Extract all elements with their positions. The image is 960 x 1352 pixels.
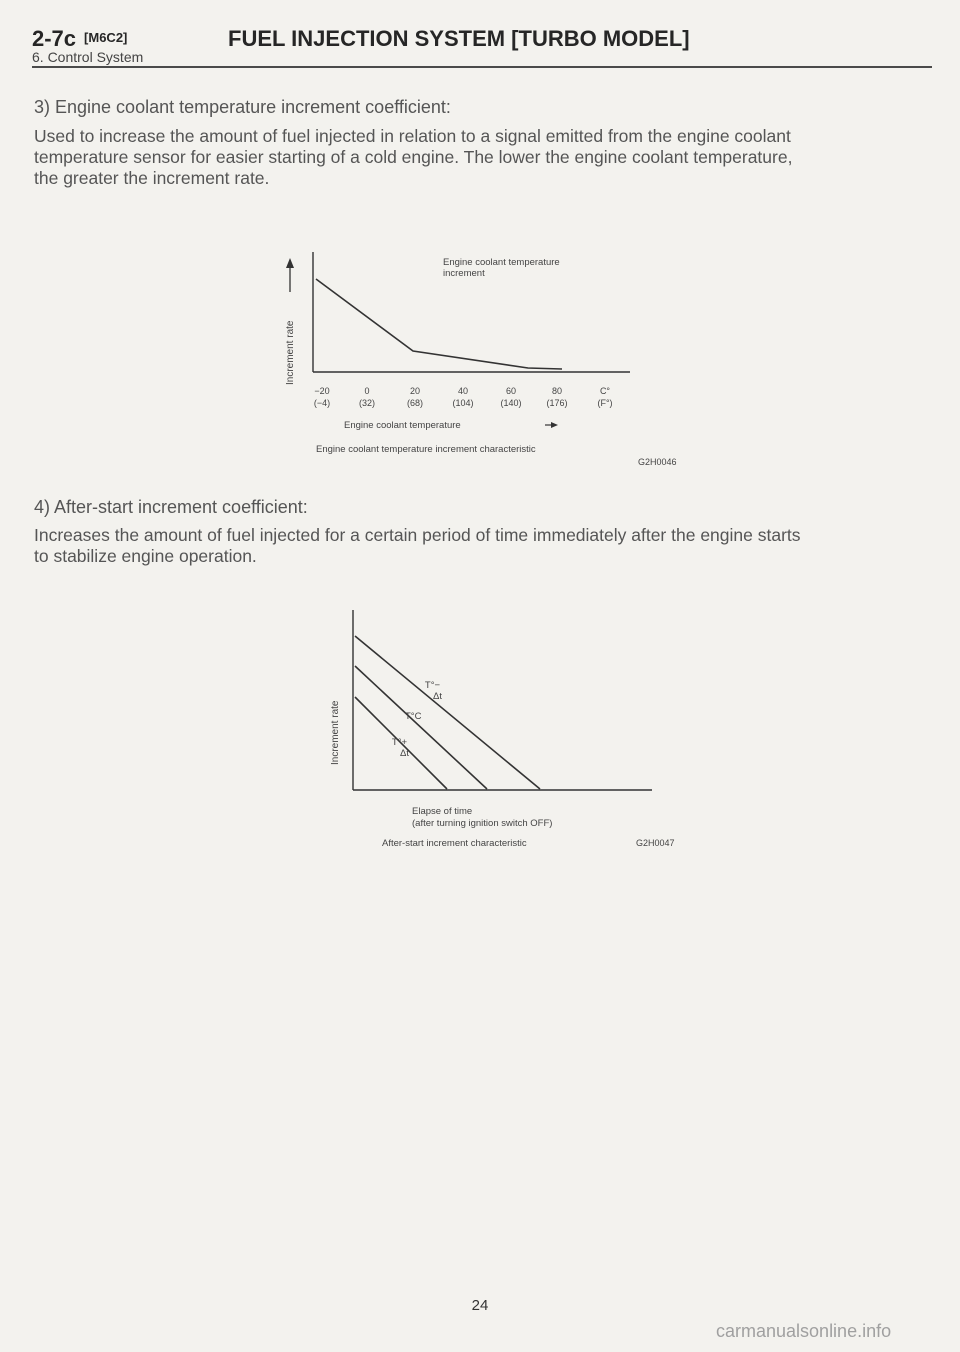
figure2-y-axis-label: Increment rate bbox=[330, 700, 341, 765]
figure1-curve-label-line-1: Engine coolant temperature bbox=[443, 257, 560, 268]
figure2-id: G2H0047 bbox=[636, 838, 675, 848]
page-title: FUEL INJECTION SYSTEM [TURBO MODEL] bbox=[228, 26, 690, 51]
section3-line-3: the greater the increment rate. bbox=[34, 168, 270, 188]
figure1-id: G2H0046 bbox=[638, 457, 677, 467]
figure2-label-center: T°C bbox=[405, 711, 422, 722]
figure1-x-axis-label: Engine coolant temperature bbox=[344, 420, 461, 431]
watermark: carmanualsonline.info bbox=[716, 1321, 892, 1341]
figure2-x-axis-label bbox=[412, 806, 552, 830]
figure2-label-plus bbox=[390, 737, 409, 759]
figure2-x-axis-label-line-1: Elapse of time bbox=[412, 806, 473, 817]
figure2-caption: After-start increment characteristic bbox=[382, 838, 527, 849]
page-number: 24 bbox=[471, 1297, 489, 1314]
figure1-unit-c: C° bbox=[599, 386, 611, 396]
figure1-tick-c: 20 bbox=[409, 386, 420, 396]
figure2-label-minus bbox=[423, 680, 442, 702]
section-name: 6. Control System bbox=[32, 49, 144, 65]
section-code-sub: [M6C2] bbox=[84, 30, 128, 45]
figure1-tick-c: 40 bbox=[457, 386, 468, 396]
figure1-tick-c: 60 bbox=[505, 386, 516, 396]
section4-line-2: to stabilize engine operation. bbox=[34, 546, 257, 566]
figure1-tick-f: (140) bbox=[500, 398, 522, 408]
figure1-curve-label-line-2: increment bbox=[443, 268, 485, 279]
figure2-label-minus-sub: Δt bbox=[433, 691, 442, 702]
figure2-line-minus bbox=[355, 636, 540, 789]
figure2-label-plus-sub: Δt bbox=[400, 748, 409, 759]
figure1-tick-f: (104) bbox=[452, 398, 474, 408]
section4-heading: 4) After-start increment coefficient: bbox=[34, 497, 308, 517]
figure1-tick-f: (68) bbox=[406, 398, 423, 408]
section4-line-1: Increases the amount of fuel injected for a certain period of time immediately after the engine starts bbox=[34, 525, 801, 545]
figure1-tick-c: 80 bbox=[551, 386, 562, 396]
figure2-label-minus-main: T°− bbox=[424, 680, 441, 691]
section3-line-2: temperature sensor for easier starting of a cold engine. The lower the engine coolant temperature, bbox=[34, 147, 793, 167]
figure1-unit-f: (F°) bbox=[597, 398, 613, 408]
figure1-tick-f: (32) bbox=[358, 398, 375, 408]
figure1-tick-f: (−4) bbox=[313, 398, 331, 408]
section3-line-1: Used to increase the amount of fuel injected in relation to a signal emitted from the engine coolant bbox=[34, 126, 791, 146]
figure2-line-center bbox=[355, 666, 487, 789]
figure1-tick-f: (176) bbox=[546, 398, 568, 408]
section3-heading: 3) Engine coolant temperature increment coefficient: bbox=[34, 97, 451, 117]
section-code: 2-7c [M6C2] bbox=[32, 26, 128, 51]
figure1-y-axis-label: Increment rate bbox=[285, 320, 296, 385]
figure1-caption: Engine coolant temperature increment characteristic bbox=[316, 444, 536, 455]
figure2-label-plus-main: T°+ bbox=[391, 737, 408, 748]
figure2-x-axis-label-line-2: (after turning ignition switch OFF) bbox=[412, 818, 553, 829]
figure1-tick-c: −20 bbox=[314, 386, 330, 396]
figure1-tick-c: 0 bbox=[364, 386, 370, 396]
